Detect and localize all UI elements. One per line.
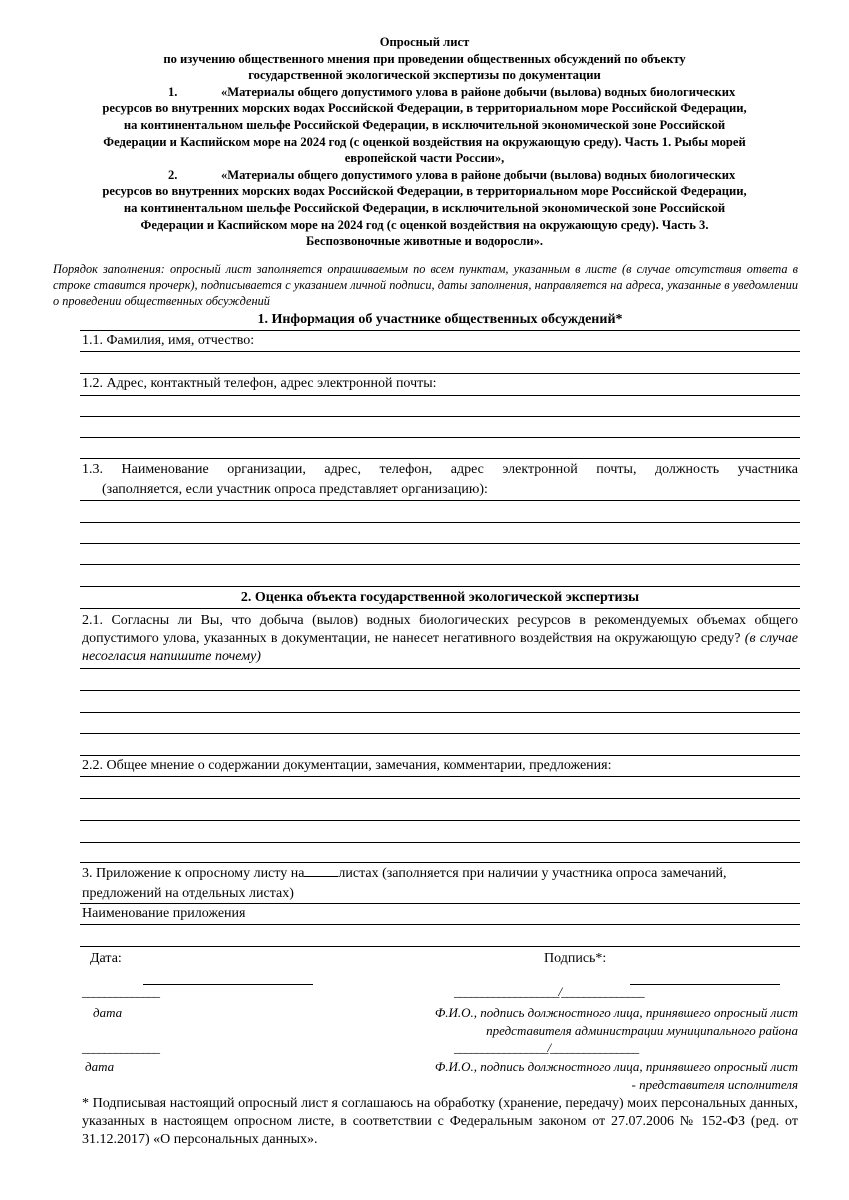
- attachment-name-label: Наименование приложения: [82, 906, 246, 921]
- filling-instructions: Порядок заполнения: опросный лист заполняется опрашиваемым по всем пунктам, указанным в листе (в случае отсутствия ответа в строке ставится прочерк), подписывается с указанием личной подписи, даты заполнения, направляется на адреса, указанные в уведомлении о проведении общественных обсуждений: [53, 262, 798, 309]
- document-item-1-line5: европейской части России»,: [344, 151, 505, 166]
- slash-separator: /: [547, 1040, 551, 1055]
- answer-line-2-1a[interactable]: [80, 668, 800, 669]
- answer-line-2-1b[interactable]: [80, 690, 800, 691]
- question-2-2-label: 2.2. Общее мнение о содержании документации, замечания, комментарии, предложения:: [82, 758, 612, 773]
- answer-line-2-2a[interactable]: [80, 776, 800, 777]
- question-2-1-hint: (в случае несогласия напишите почему): [82, 631, 799, 664]
- document-item-2-line3: на континентальном шельфе Российской Федерации, в исключительной экономической зоне Российской: [123, 200, 726, 215]
- official-2-signature-blank[interactable]: [454, 1040, 638, 1056]
- answer-line-2-1d[interactable]: [80, 733, 800, 734]
- form-header: [40, 34, 809, 250]
- date-label: Дата:: [90, 951, 122, 966]
- section-3-label-a: 3. Приложение к опросному листу на: [82, 866, 305, 881]
- participant-date-field[interactable]: [143, 984, 313, 985]
- form-subtitle-line2: государственной экологической экспертизы по документации: [248, 68, 601, 83]
- document-item-1-line3: на континентальном шельфе Российской Федерации, в исключительной экономической зоне Российской: [123, 117, 726, 132]
- slash-separator: /: [558, 984, 562, 999]
- question-1-3-label-line1: 1.3. Наименование организации, адрес, телефон, адрес электронной почты, должность участника: [82, 462, 798, 477]
- answer-line-2-2c[interactable]: [80, 820, 800, 821]
- official-1-date-blank[interactable]: ______________: [82, 984, 159, 999]
- document-item-1-line2: ресурсов во внутренних морских водах Российской Федерации, в территориальном море Российской Федерации,: [102, 101, 747, 116]
- answer-line-1-3e[interactable]: [80, 586, 800, 587]
- official-1-caption-line2: представителя администрации муниципального района: [486, 1023, 798, 1038]
- answer-line-1-3d[interactable]: [80, 564, 800, 565]
- form-subtitle-line1: по изучению общественного мнения при проведении общественных обсуждений по объекту: [163, 51, 686, 66]
- document-item-2-line2: ресурсов во внутренних морских водах Российской Федерации, в территориальном море Российской Федерации,: [102, 184, 747, 199]
- answer-line-1-1b[interactable]: [80, 373, 800, 374]
- participant-signature-field[interactable]: [630, 984, 780, 985]
- answer-line-2-2d[interactable]: [80, 842, 800, 843]
- section-3-line1: [82, 864, 800, 883]
- document-item-2-line5: Беспозвоночные животные и водоросли».: [305, 234, 544, 249]
- section-2-rule: [80, 608, 800, 609]
- question-1-3-label-line2: (заполняется, если участник опроса представляет организацию):: [102, 482, 488, 497]
- answer-line-1-3b[interactable]: [80, 522, 800, 523]
- document-item-2-line4: Федерации и Каспийском море на 2024 год (с оценкой воздействия на окружающую среду). Часть 3.: [140, 217, 709, 232]
- attachment-name-line-2[interactable]: [80, 946, 800, 947]
- question-2-1: [82, 612, 798, 666]
- official-1-signature-blank[interactable]: [454, 984, 644, 1000]
- official-1-caption-line1: Ф.И.О., подпись должностного лица, принявшего опросный лист: [434, 1005, 798, 1020]
- section-3-rule-1: [80, 903, 800, 904]
- answer-line-1-2a[interactable]: [80, 395, 800, 396]
- answer-line-1-2b[interactable]: [80, 416, 800, 417]
- question-1-1-label: 1.1. Фамилия, имя, отчество:: [82, 333, 255, 348]
- document-item-1-line1: «Материалы общего допустимого улова в районе добычи (вылова) водных биологических: [221, 84, 736, 99]
- official-1-sign-blank[interactable]: _______________: [561, 984, 644, 999]
- document-item-2-number: 2.: [168, 167, 178, 182]
- official-2-date-blank[interactable]: ______________: [82, 1040, 159, 1055]
- document-item-1-number: 1.: [168, 84, 178, 99]
- answer-line-1-2d[interactable]: [80, 458, 800, 459]
- question-2-1-label: 2.1. Согласны ли Вы, что добыча (вылов) водных биологических ресурсов в рекомендуемых объемах общего допустимого улова, указанных в документации, не нанесет негативного воздействия на окружающую среду?: [82, 613, 798, 646]
- official-2-sign-blank[interactable]: ________________: [550, 1040, 639, 1055]
- document-item-1: [40, 84, 809, 167]
- personal-data-footnote: * Подписывая настоящий опросный лист я соглашаюсь на обработку (хранение, передачу) моих персональных данных, указанных в настоящем опросном листе, в соответствии с Федеральным законом от 27.07.2006 № 152-ФЗ (ред. от 31.12.2017) «О персональных данных».: [82, 1096, 798, 1147]
- answer-line-1-3a[interactable]: [80, 500, 800, 501]
- official-2-caption-line2: - представителя исполнителя: [631, 1077, 798, 1092]
- section-2-title: 2. Оценка объекта государственной экологической экспертизы: [240, 590, 640, 605]
- answer-line-1-2c[interactable]: [80, 437, 800, 438]
- official-1-date-caption: дата: [93, 1005, 123, 1020]
- section-3-label-b: листах (заполняется при наличии у участника опроса замечаний,: [338, 866, 727, 881]
- section-1-title: 1. Информация об участнике общественных обсуждений*: [257, 312, 623, 327]
- document-item-2-line1: «Материалы общего допустимого улова в районе добычи (вылова) водных биологических: [221, 167, 736, 182]
- answer-line-2-1c[interactable]: [80, 712, 800, 713]
- document-item-2: [40, 167, 809, 250]
- official-2-caption-line1: Ф.И.О., подпись должностного лица, принявшего опросный лист: [434, 1059, 798, 1074]
- answer-line-1-3c[interactable]: [80, 543, 800, 544]
- official-2-name-blank[interactable]: _________________: [454, 1040, 548, 1055]
- answer-line-2-2b[interactable]: [80, 798, 800, 799]
- attachment-name-line-1[interactable]: [80, 924, 800, 925]
- document-item-1-line4: Федерации и Каспийском море на 2024 год (с оценкой воздействия на окружающую среду). Часть 1. Рыбы морей: [103, 134, 746, 149]
- attachment-sheet-count-field[interactable]: [304, 864, 338, 877]
- section-1-rule: [80, 330, 800, 331]
- answer-line-2-1e[interactable]: [80, 755, 800, 756]
- section-3-line2: предложений на отдельных листах): [82, 886, 294, 901]
- answer-line-2-2e[interactable]: [80, 862, 800, 863]
- signature-label: Подпись*:: [544, 951, 607, 966]
- official-2-date-caption: дата: [85, 1059, 115, 1074]
- answer-line-1-1a[interactable]: [80, 351, 800, 352]
- form-title: Опросный лист: [379, 35, 470, 49]
- question-1-2-label: 1.2. Адрес, контактный телефон, адрес электронной почты:: [82, 376, 437, 391]
- official-1-name-blank[interactable]: ___________________: [454, 984, 559, 999]
